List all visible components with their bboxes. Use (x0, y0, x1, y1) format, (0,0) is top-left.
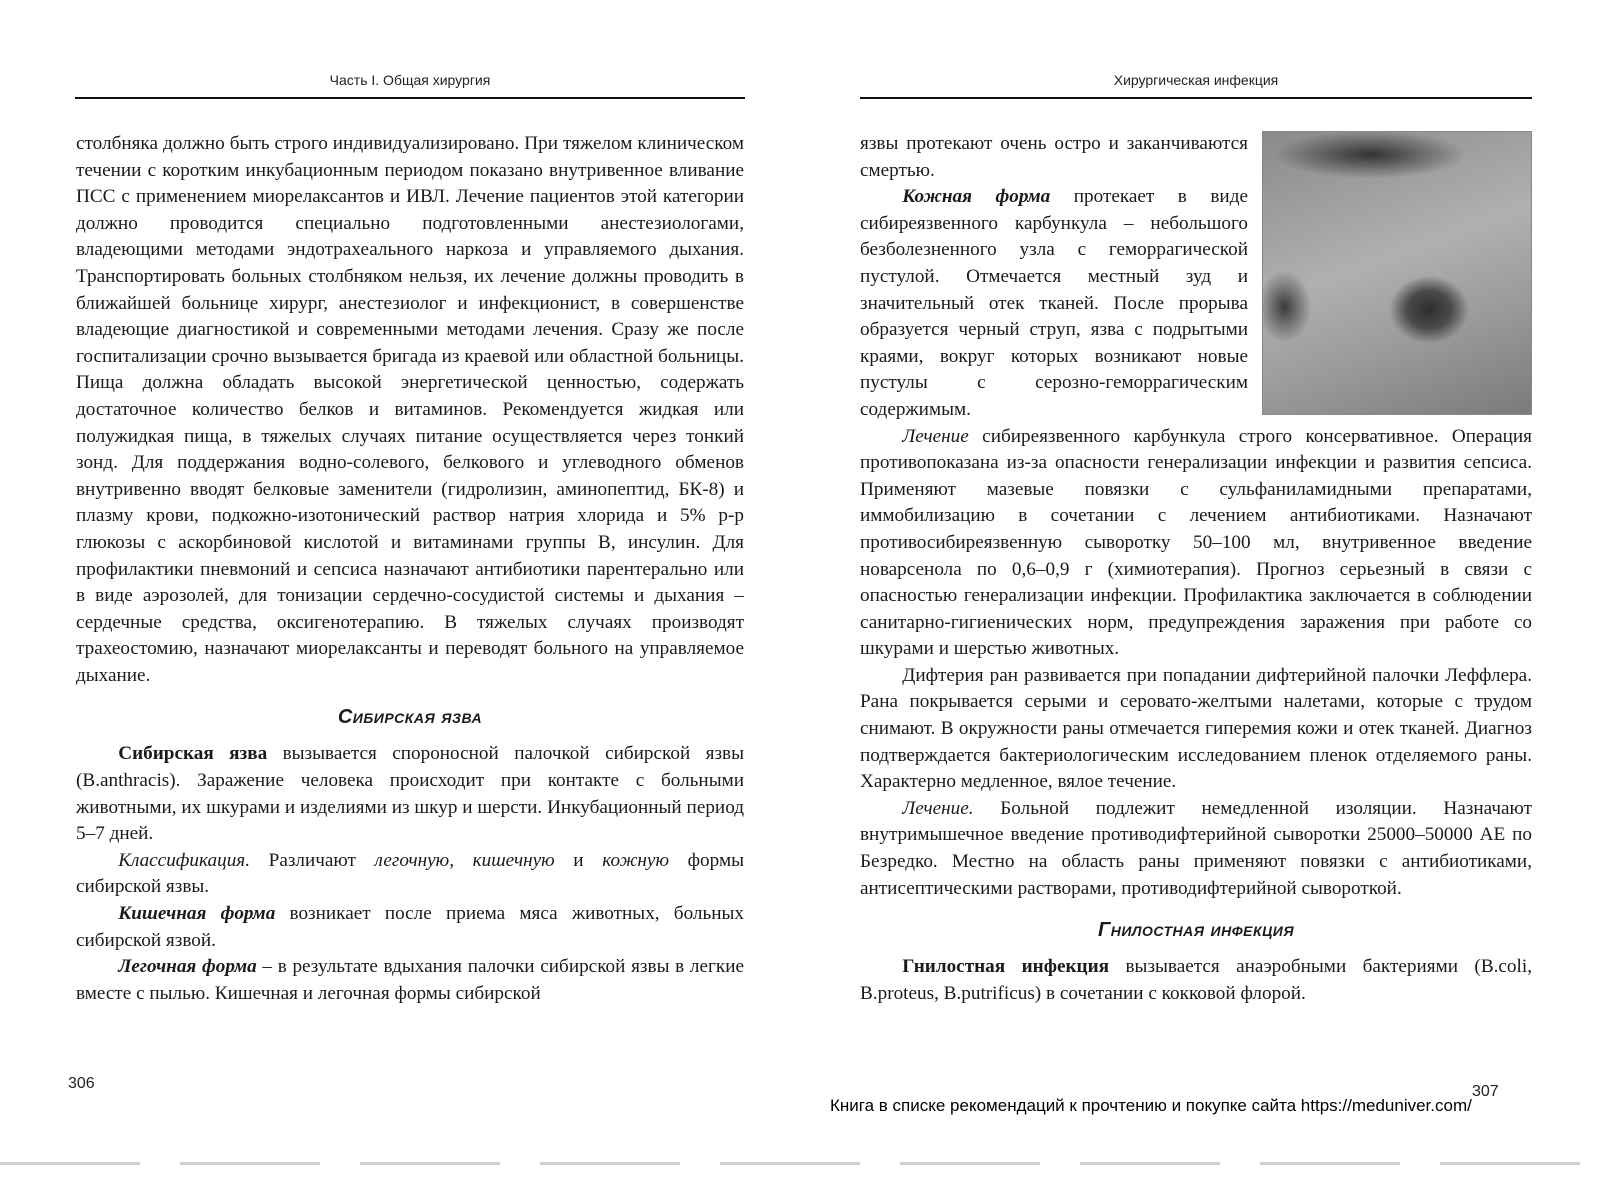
term: Кишечная форма (118, 903, 276, 925)
paragraph-text: столбняка должно быть строго индивидуализировано. При тяжелом клиническом течении с коротким инкубационным периодом показано внутривенное вливание ПСС с применением миорелаксантов и ИВЛ. Лечение пациентов этой категории должно проводится специально подготовленными анестезиологами, владеющими методами эндотрахеального наркоза и управляемого дыхания. Транспортировать больных столбняком нельзя, их лечение должны проводить в ближайшей больнице хирург, анестезиолог и инфекционист, в совершенстве владеющие диагностикой и современными методами лечения. Сразу же после госпитализации срочно вызывается бригада из краевой или областной больницы. Пища должна обладать высокой энергетической ценностью, содержать достаточное количество белков и витаминов. Рекомендуется жидкая или полужидкая пища, в тяжелых случаях питание осуществляется через тонкий зонд. Для поддержания водно-солевого, белкового и углеводного обменов внутривенно вводят белковые заменители (гидролизин, аминопептид, БК-8) и плазму крови, подкожно-изотонический раствор натрия хлорида и 5% р-р глюкозы с аскорбиновой кислотой и витаминами группы В, инсулин. Для профилактики пневмоний и сепсиса назначают антибиотики парентерально или в виде аэрозолей, для тонизации сердечно-сосудистой системы и дыхания – сердечные средства, оксигенотерапию. В тяжелых случаях производят трахеостомию, назначают миорелаксанты и переводят больного на управляемое дыхание. (76, 133, 744, 686)
paragraph (76, 131, 744, 689)
section-title: Сибирская язва (337, 706, 483, 729)
paragraph (860, 954, 1532, 1007)
left-page (0, 0, 800, 1188)
term: кожную (602, 849, 669, 871)
paragraph (76, 741, 744, 847)
paragraph-text: вызывается анаэробными бактериями (B.coli, B.proteus, B.putrificus) в сочетании с кокковой флорой. (860, 956, 1532, 1004)
header-rule (860, 97, 1532, 99)
term: Лечение. (902, 797, 974, 819)
running-head: Хирургическая инфекция (1113, 72, 1279, 88)
paragraph-text: сибиреязвенного карбункула строго консервативное. Операция противопоказана из-за опасности генерализации инфекции и развития сепсиса. Применяют мазевые повязки с сульфаниламидными препаратами, иммобилизацию в сочетании с лечением антибиотиками. Назначают противосибиреязвенную сыворотку 50–100 мл, внутривенное введение новарсенола по 0,6–0,9 г (химиотерапия). Прогноз серьезный в связи с опасностью генерализации инфекции. Профилактика заключается в соблюдении санитарно-гигиенических норм, предупреждения заражения при работе со шкурами и шерстью животных. (860, 425, 1532, 660)
section-title: Гнилостная инфекция (1097, 919, 1295, 942)
paragraph-text: формы сибирской язвы. (76, 849, 744, 898)
body-text (76, 131, 744, 1007)
term: Кожная форма (902, 186, 1051, 208)
paragraph (860, 424, 1532, 663)
term: Классификация. (118, 849, 251, 871)
paragraph (76, 848, 744, 901)
term: Гнилостная инфекция (902, 956, 1110, 978)
body-text (860, 131, 1532, 1007)
term: Лечение (902, 425, 969, 447)
term: Сибирская язва (118, 743, 268, 765)
right-page (800, 0, 1601, 1188)
paragraph (76, 901, 744, 954)
paragraph-text: – в результате вдыхания палочки сибирской язвы в легкие вместе с пылью. Кишечная и легочная формы сибирской (76, 956, 744, 1004)
paragraph-text: протекает в виде сибиреязвенного карбункула – небольшого безболезненного узла с геморрагической пустулой. Отмечается местный зуд и значительный отек тканей. После прорыва образуется черный струп, язва с подрытыми краями, вокруг которых возникают новые пустулы с серозно-геморрагическим содержимым. (860, 186, 1248, 420)
skin-lesion-photo (1262, 131, 1532, 415)
term: Легочная форма (118, 956, 257, 978)
paragraph-text: Больной подлежит немедленной изоляции. Назначают внутримышечное введение противодифтерийной сыворотки 25000–50000 АЕ по Безредко. Местно на область раны применяют повязки с антибиотиками, антисептическими растворами, противодифтерийной сывороткой. (860, 797, 1532, 899)
paragraph (860, 796, 1532, 902)
paragraph (76, 954, 744, 1007)
paragraph-text: вызывается спороносной палочкой сибирской язвы (B.anthracis). Заражение человека происходит при контакте с больными животными, их шкурами и изделиями из шкур и шерсти. Инкубационный период 5–7 дней. (76, 743, 744, 845)
scan-edge (0, 1162, 1601, 1165)
paragraph-text: Дифтерия ран развивается при попадании дифтерийной палочки Леффлера. Рана покрывается серыми и серовато-желтыми налетами, которые с трудом снимают. В окружности раны отмечается гиперемия кожи и отек тканей. Диагноз подтверждается бактериологическим исследованием пленок отделяемого раны. Характерно медленное, вялое течение. (860, 664, 1532, 793)
header-rule (75, 97, 745, 99)
paragraph-text: язвы протекают очень остро и заканчиваются смертью. (860, 133, 1248, 181)
paragraph-text: Различают (250, 849, 375, 871)
term: легочную, кишечную (374, 849, 555, 871)
page-number: 307 (1472, 1083, 1499, 1100)
paragraph (860, 663, 1532, 796)
running-head: Часть I. Общая хирургия (329, 72, 491, 88)
footer-note: Книга в списке рекомендаций к прочтению и покупке сайта https://meduniver.com/ (830, 1096, 1472, 1115)
page-number: 306 (68, 1075, 95, 1092)
paragraph-text: возникает после приема мяса животных, больных сибирской язвой. (76, 903, 744, 951)
paragraph-text: и (554, 849, 603, 871)
